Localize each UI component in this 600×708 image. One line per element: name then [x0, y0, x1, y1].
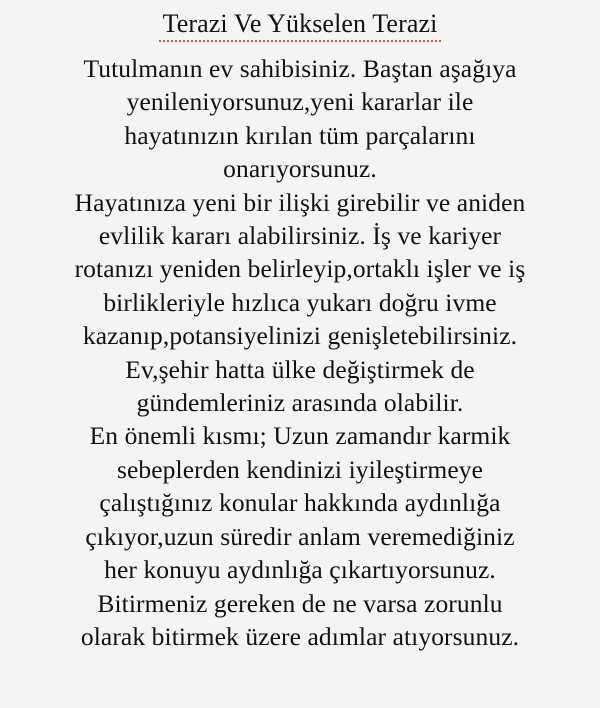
text-line: En önemli kısmı; Uzun zamandır karmik — [89, 421, 511, 451]
text-line: kazanıp,potansiyelinizi genişletebilirsiniz. — [82, 321, 518, 351]
text-line: hayatınızın kırılan tüm parçalarını — [124, 120, 476, 150]
text-line: yenileniyorsunuz,yeni kararlar ile — [126, 87, 474, 117]
text-line: sebeplerden kendinizi iyileştirmeye — [116, 454, 484, 484]
text-line: çıkıyor,uzun süredir anlam veremediğiniz — [85, 521, 515, 551]
text-line: çalıştığınız konular hakkında aydınlığa — [99, 488, 501, 518]
text-line: rotanızı yeniden belirleyip,ortaklı işler ve iş — [74, 254, 526, 284]
text-line: olarak bitirmek üzere adımlar atıyorsunuz. — [80, 621, 520, 651]
text-line: birlikleriyle hızlıca yukarı doğru ivme — [103, 287, 497, 317]
text-line: Hayatınıza yeni bir ilişki girebilir ve aniden — [74, 187, 526, 217]
text-line: evlilik kararı alabilirsiniz. İş ve kariyer — [98, 221, 502, 251]
text-line: Ev,şehir hatta ülke değiştirmek de — [125, 354, 475, 384]
text-line: gündemleriniz arasında olabilir. — [136, 388, 464, 418]
text-line: Bitirmeniz gereken de ne varsa zorunlu — [97, 588, 503, 618]
page-title: Terazi Ve Yükselen Terazi — [159, 9, 442, 42]
text-line: onarıyorsunuz. — [223, 154, 377, 184]
title-container — [0, 8, 600, 48]
text-line: her konuyu aydınlığa çıkartıyorsunuz. — [104, 555, 496, 585]
body-text — [0, 52, 600, 653]
text-line: Tutulmanın ev sahibisiniz. Baştan aşağıya — [83, 54, 517, 83]
